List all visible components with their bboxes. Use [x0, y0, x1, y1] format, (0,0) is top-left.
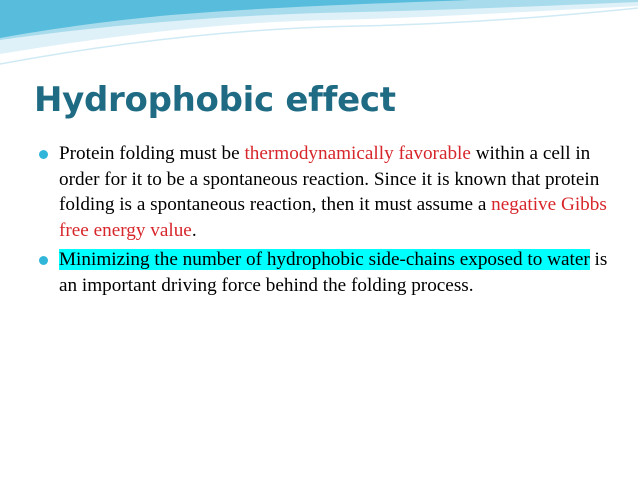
header-wave-decoration [0, 0, 638, 80]
bullet-text: is an important driving force behind the folding process. [59, 249, 608, 296]
slide-title: Hydrophobic effect [34, 80, 396, 120]
bullet-dot-icon [39, 256, 48, 265]
bullet-dot-icon [39, 150, 48, 159]
bullet-text: Protein folding must be [59, 143, 245, 164]
bullet-list [38, 141, 608, 303]
bullet-text: within a cell in order for it to be a spontaneous reaction. Since it is known that protein folding is a spontaneous reaction, then it must assume a [59, 143, 600, 216]
bullet-item [38, 247, 608, 298]
bullet-text: . [191, 219, 197, 241]
highlighted-phrase: Minimizing the number of hydrophobic side-chains exposed to water [59, 249, 590, 271]
bullet-item [38, 141, 608, 243]
emphasis-thermodynamically-favorable: thermodynamically favorable [244, 143, 471, 164]
emphasis-negative-gibbs: negative Gibbs free energy value [59, 194, 607, 241]
